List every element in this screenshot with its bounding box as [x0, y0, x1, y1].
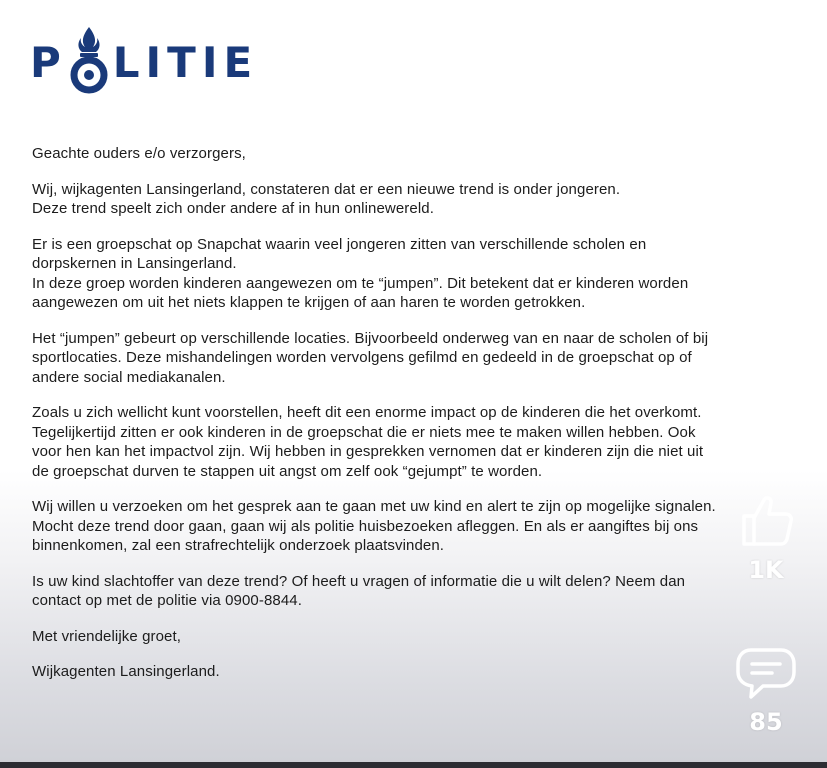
like-count: 1K — [748, 556, 784, 584]
letter-line: Deze trend speelt zich onder andere af in hun onlinewereld. — [32, 200, 434, 217]
letter-line: Tegelijkertijd zitten er ook kinderen in de groepschat die er niets mee te maken willen hebben. Ook — [32, 423, 696, 441]
letter-line: Mocht deze trend door gaan, gaan wij als politie huisbezoeken afleggen. En als er aangiftes bij ons — [32, 517, 699, 535]
letter-line: In deze groep worden kinderen aangewezen om te “jumpen”. Dit betekent dat er kinderen worden — [32, 274, 689, 292]
comment-bubble-icon — [735, 646, 797, 702]
politie-emblem-icon — [69, 25, 109, 95]
thumbs-up-icon — [736, 490, 796, 550]
letter-body — [32, 144, 792, 698]
letter-line: andere social mediakanalen. — [32, 368, 226, 386]
logo-letter-p: P — [30, 37, 67, 87]
letter-line: Wij, wijkagenten Lansingerland, constateren dat er een nieuwe trend is onder jongeren. — [32, 180, 621, 198]
letter-line: de groepschat durven te stappen uit angst om zelf ook “gejumpt” te worden. — [32, 462, 543, 480]
letter-line: aangewezen om uit het niets klappen te krijgen of aan haren te worden getrokken. — [32, 294, 586, 311]
letter-line: Zoals u zich wellicht kunt voorstellen, heeft dit een enorme impact op de kinderen die het overkomt. — [32, 404, 702, 421]
signature: Wijkagenten Lansingerland. — [32, 663, 220, 680]
comment-button[interactable] — [730, 646, 802, 736]
logo-letters-litie: LITIE — [112, 37, 259, 87]
closing: Met vriendelijke groet, — [32, 627, 182, 645]
comment-count: 85 — [749, 708, 783, 736]
letter-line: dorpskernen in Lansingerland. — [32, 255, 237, 272]
bottom-edge-bar — [0, 762, 827, 768]
letter-paragraph — [32, 403, 792, 481]
letter-line: binnenkomen, zal een strafrechtelijk onderzoek plaatsvinden. — [32, 537, 445, 554]
letter-paragraph — [32, 235, 792, 313]
letter-paragraph — [32, 180, 792, 219]
letter-line: Het “jumpen” gebeurt op verschillende locaties. Bijvoorbeeld onderweg van en naar de scholen of bij — [32, 329, 709, 347]
letter-paragraphs — [32, 180, 792, 611]
letter-paragraph — [32, 497, 792, 556]
salutation: Geachte ouders e/o verzorgers, — [32, 145, 246, 162]
letter-line: Is uw kind slachtoffer van deze trend? Of heeft u vragen of informatie die u wilt delen? Neem dan — [32, 572, 686, 590]
letter-line: voor hen kan het impactvol zijn. Wij hebben in gesprekken vernomen dat er kinderen zijn die niet uit — [32, 443, 704, 460]
politie-logo — [30, 22, 258, 102]
letter-line: contact op met de politie via 0900-8844. — [32, 592, 303, 609]
letter-line: sportlocaties. Deze mishandelingen worden vervolgens gefilmd en gedeeld in de groepschat op of — [32, 349, 692, 366]
letter-paragraph — [32, 329, 792, 388]
letter-line: Wij willen u verzoeken om het gesprek aan te gaan met uw kind en alert te zijn op mogelijke signalen. — [32, 498, 716, 515]
letter-line: Er is een groepschat op Snapchat waarin veel jongeren zitten van verschillende scholen en — [32, 235, 647, 253]
like-button[interactable] — [730, 490, 802, 584]
letter-paragraph — [32, 572, 792, 611]
